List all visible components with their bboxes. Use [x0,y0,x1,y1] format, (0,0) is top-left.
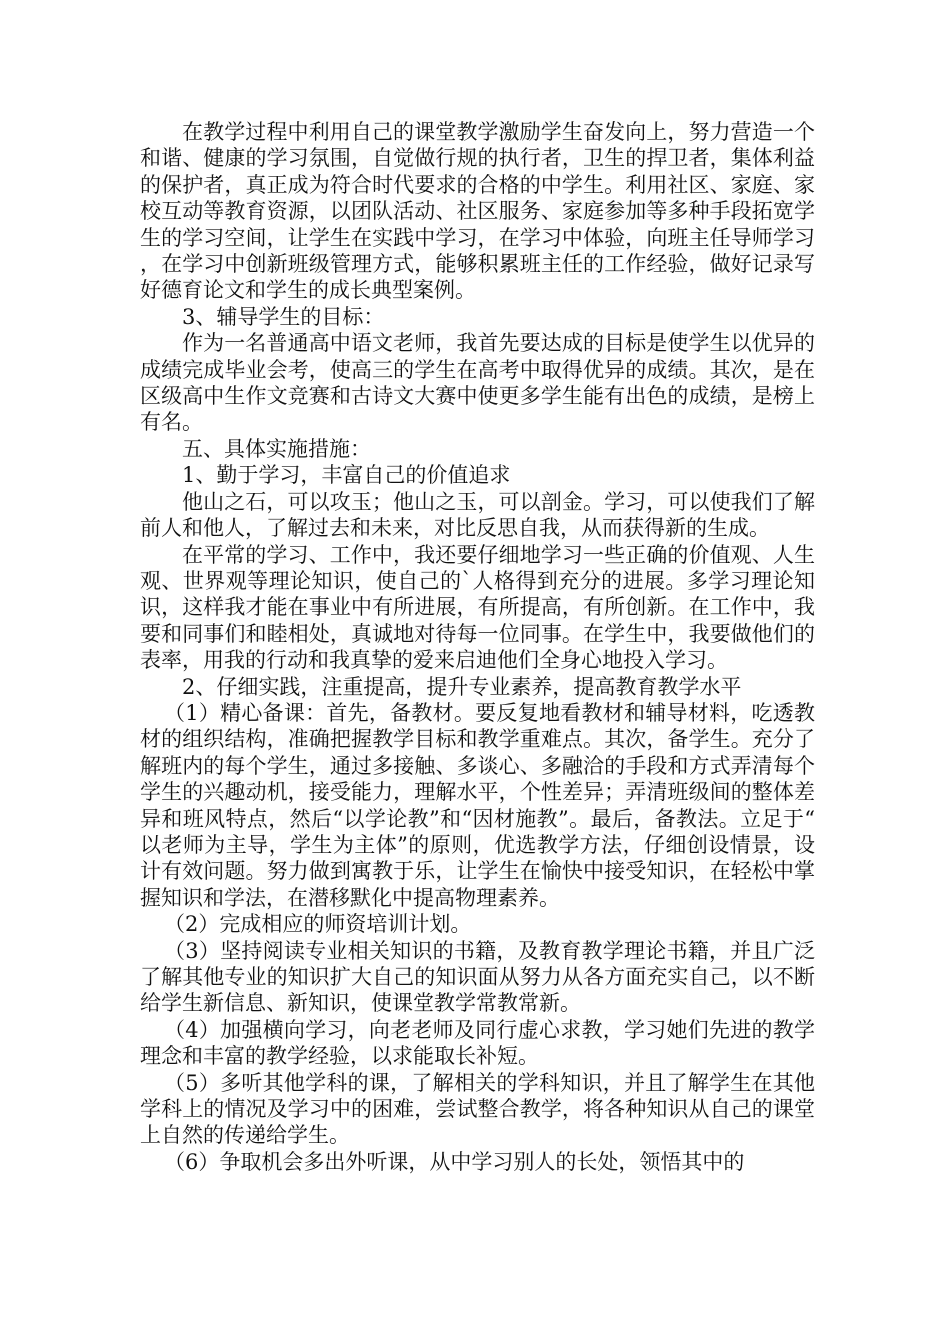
list-item-external-lessons: （6）争取机会多出外听课，从中学习别人的长处，领悟其中的 [164,1149,745,1174]
paragraph-classroom-goals: 在教学过程中利用自己的课堂教学激励学生奋发向上，努力营造一个和谐、健康的学习氛围，自觉做行规的执行者，卫生的捍卫者，集体利益的保护者，真正成为符合时代要求的合格的中学生。利用社区、家庭、家校互动等教育资源，以团队活动、社区服务、家庭参加等多种手段拓宽学生的学习空间，让学生在实践中学习，在学习中体验，向班主任导师学习，在学习中创新班级管理方式，能够积累班主任的工作经验，做好记录写好德育论文和学生的成长典型案例。 [140,120,815,303]
list-item-lesson-preparation: （1）精心备课：首先，备教材。要反复地看教材和辅导材料，吃透教材的组织结构，准确把握教学目标和教学重难点。其次，备学生。充分了解班内的每个学生，通过多接触、多谈心、多融洽的手段和方式弄清每个学生的兴趣动机，接受能力，理解水平，个性差异；弄清班级间的整体差异和班风特点，然后“以学论教”和“因材施教”。最后，备教法。立足于“以老师为主导，学生为主体”的原则，优选教学方法，仔细创设情景，设计有效问题。努力做到寓教于乐，让学生在愉快中接受知识，在轻松中掌握知识和学法，在潜移默化中提高物理素养。 [140,700,815,910]
list-item-teacher-training: （2）完成相应的师资培训计划。 [164,912,472,937]
heading-careful-practice: 2、仔细实践，注重提高，提升专业素养，提高教育教学水平 [182,674,742,699]
list-item-reading-books: （3）坚持阅读专业相关知识的书籍，及教育教学理论书籍，并且广泛了解其他专业的知识扩大自己的知识面从努力从各方面充实自己，以不断给学生新信息、新知识，使课堂教学常教常新。 [140,938,815,1016]
list-item-other-subjects: （5）多听其他学科的课，了解相关的学科知识，并且了解学生在其他学科上的情况及学习中的困难，尝试整合教学，将各种知识从自己的课堂上自然的传递给学生。 [140,1070,815,1148]
paragraph-chinese-teacher-goals: 作为一名普通高中语文老师，我首先要达成的目标是使学生以优异的成绩完成毕业会考，使高三的学生在高考中取得优异的成绩。其次，是在区级高中生作文竞赛和古诗文大赛中使更多学生能有出色的成绩，是榜上有名。 [140,331,815,435]
list-item-horizontal-learning: （4）加强横向学习，向老老师及同行虚心求教，学习她们先进的教学理念和丰富的教学经验，以求能取长补短。 [140,1017,815,1069]
paragraph-stones-from-other-hills: 他山之石，可以攻玉；他山之玉，可以剖金。学习，可以使我们了解前人和他人，了解过去和未来，对比反思自我，从而获得新的生成。 [140,489,815,541]
heading-implementation-measures: 五、具体实施措施： [182,436,371,461]
heading-diligent-study: 1、勤于学习，丰富自己的价值追求 [182,463,511,488]
paragraph-daily-study-work: 在平常的学习、工作中，我还要仔细地学习一些正确的价值观、人生观、世界观等理论知识，使自己的`人格得到充分的进展。多学习理论知识，这样我才能在事业中有所进展，有所提高，有所创新。在工作中，我要和同事们和睦相处，真诚地对待每一位同事。在学生中，我要做他们的表率，用我的行动和我真挚的爱来启迪他们全身心地投入学习。 [140,542,815,673]
heading-student-guidance-goals: 3、辅导学生的目标： [182,304,385,329]
document-body [140,119,815,1175]
